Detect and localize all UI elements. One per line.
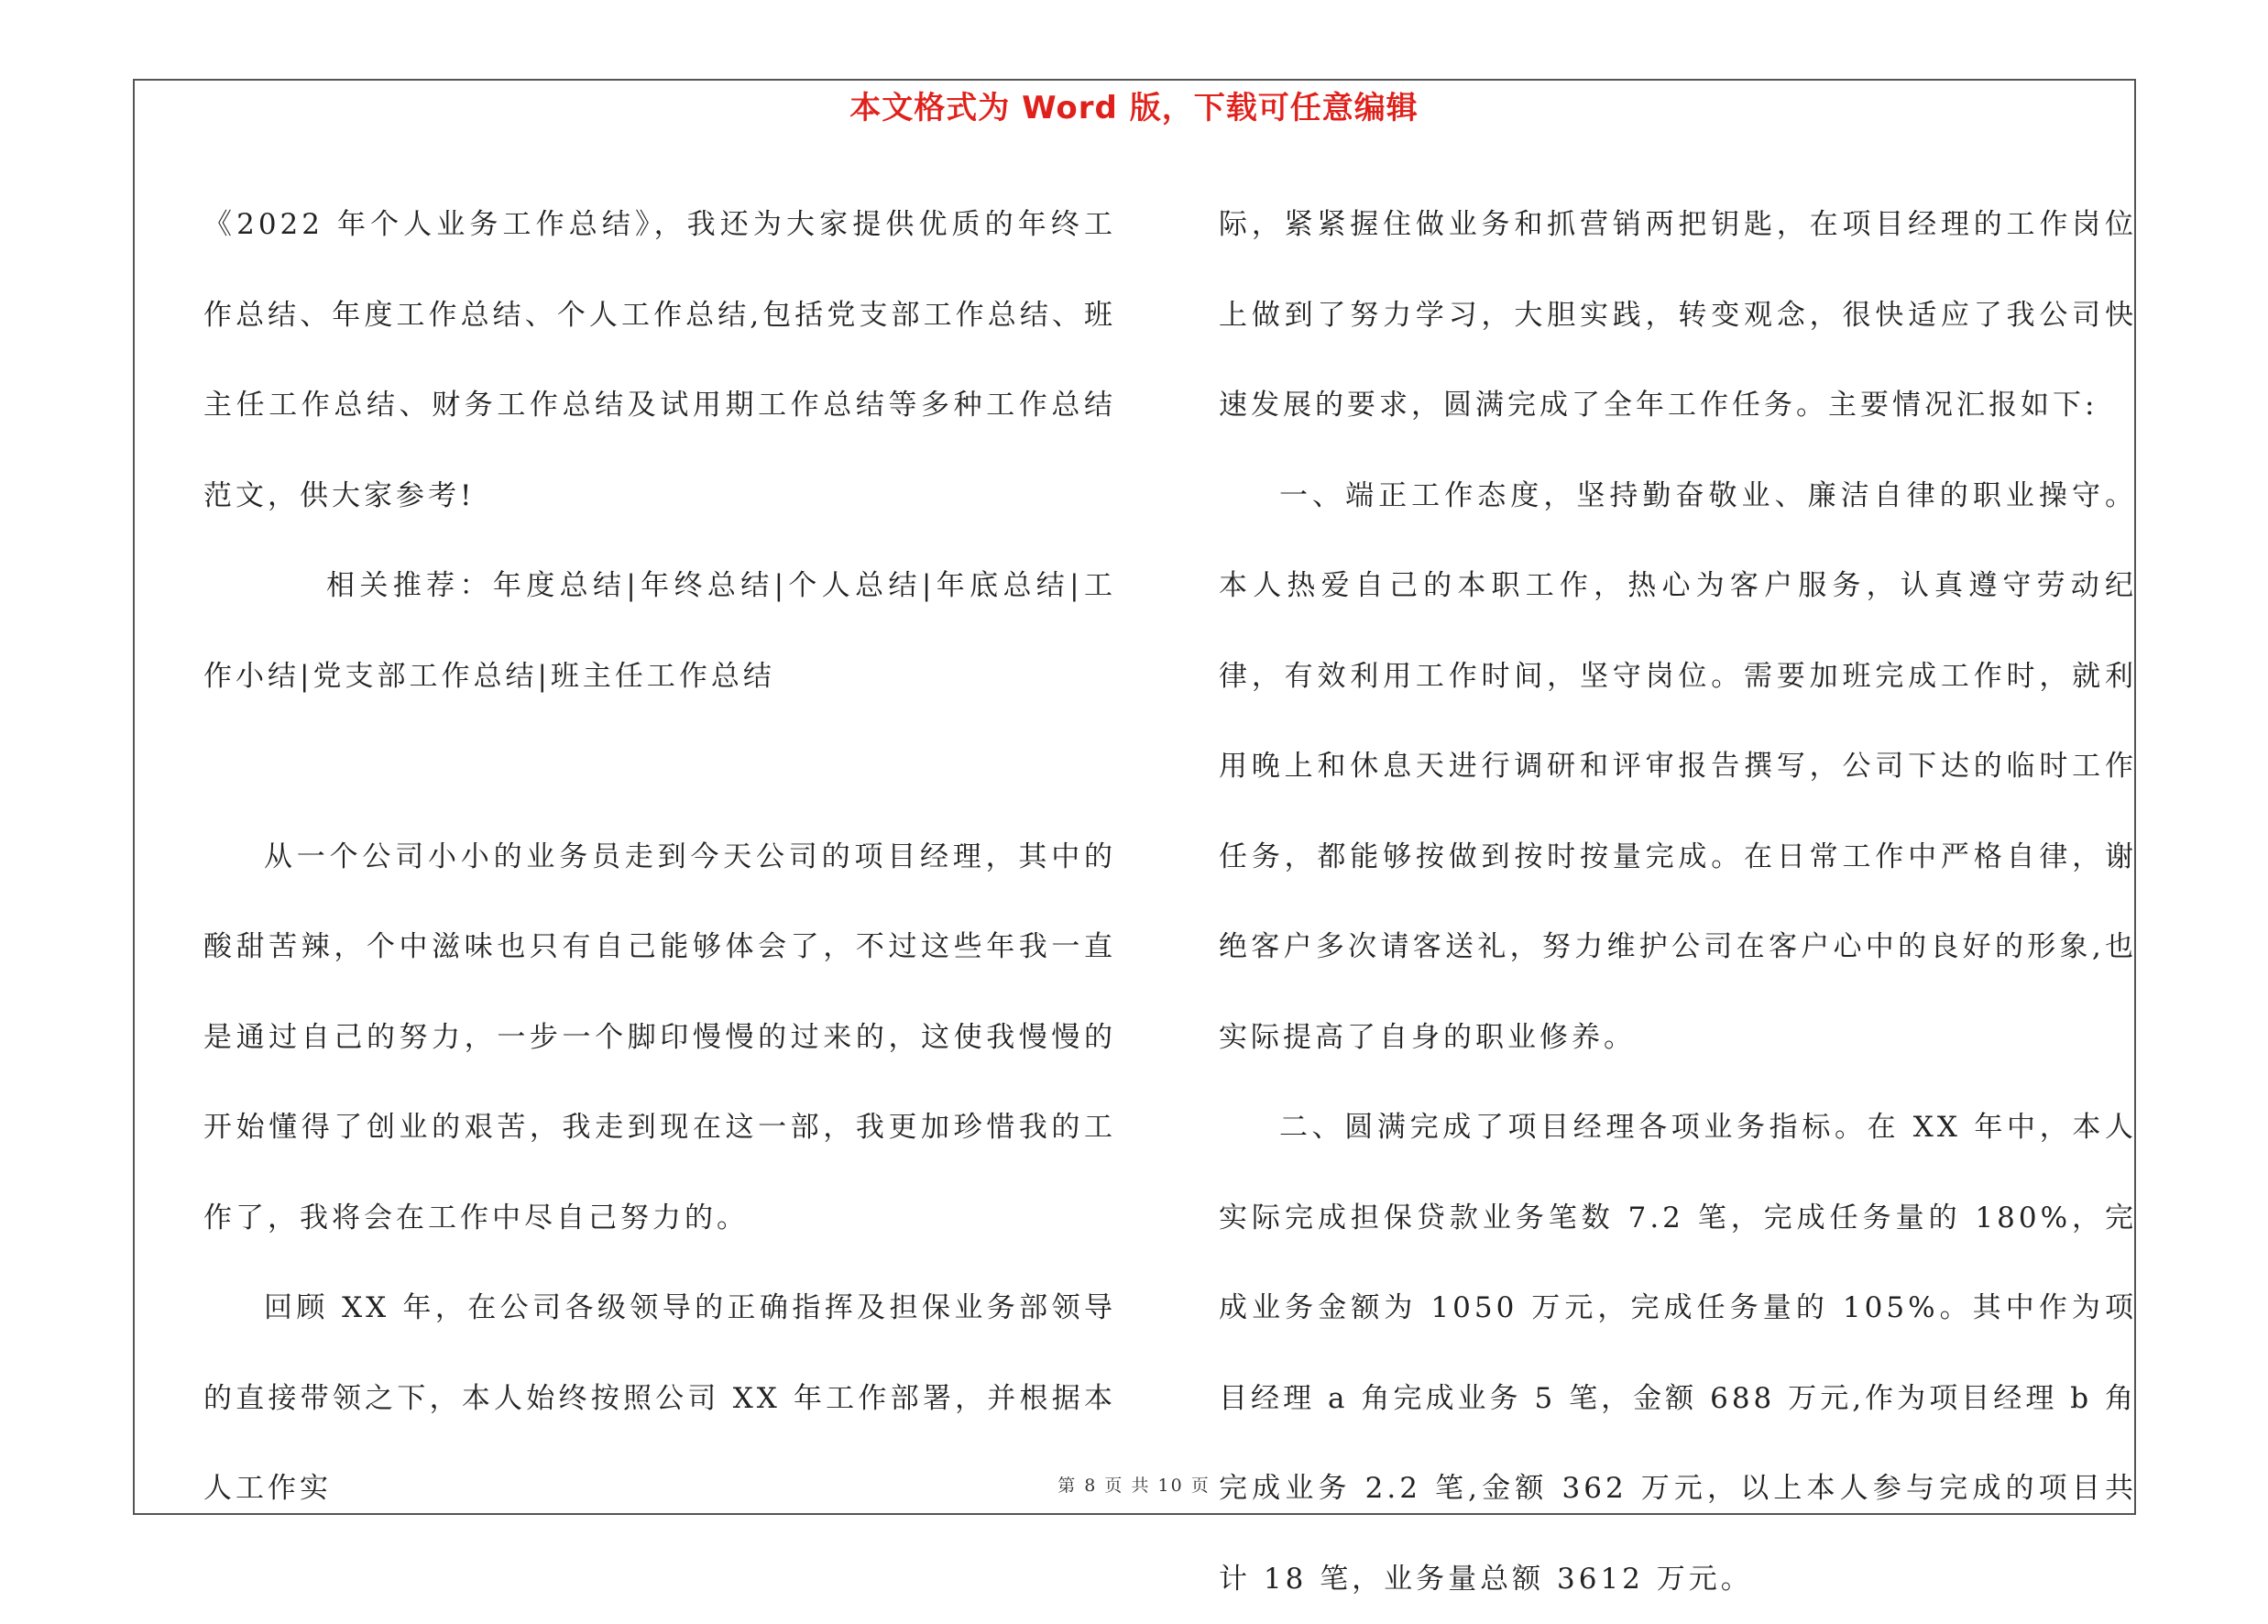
career-paragraph: 从一个公司小小的业务员走到今天公司的项目经理，其中的酸甜苦辣，个中滋味也只有自己能够体会了，不过这些年我一直是通过自己的努力，一步一个脚印慢慢的过来的，这使我慢慢的开始懂得了创业的艰苦，我走到现在这一部，我更加珍惜我的工作了，我将会在工作中尽自己努力的。	[203, 839, 1116, 1234]
right-column	[1219, 180, 2137, 1624]
targets-paragraph: 二、圆满完成了项目经理各项业务指标。在 XX 年中，本人实际完成担保贷款业务笔数 7.2 笔，完成任务量的 180%，完成业务金额为 1050 万元，完成任务量的 105%。其中作为项目经理 a 角完成业务 5 笔，金额 688 万元,作为项目经理 b 角完成业务 2.2 笔,金额 362 万元，以上本人参与完成的项目共计 18 笔，业务量总额 3612 万元。	[1219, 1111, 2137, 1596]
continuation-paragraph: 际，紧紧握住做业务和抓营销两把钥匙，在项目经理的工作岗位上做到了努力学习，大胆实践，转变观念，很快适应了我公司快速发展的要求，圆满完成了全年工作任务。主要情况汇报如下:	[1219, 208, 2137, 422]
paragraph-spacer	[203, 721, 1116, 812]
review-paragraph: 回顾 XX 年，在公司各级领导的正确指挥及担保业务部领导的直接带领之下，本人始终按照公司 XX 年工作部署，并根据本人工作实	[203, 1291, 1116, 1505]
left-column	[203, 180, 1116, 1534]
attitude-paragraph: 一、端正工作态度，坚持勤奋敬业、廉洁自律的职业操守。本人热爱自己的本职工作，热心为客户服务，认真遵守劳动纪律，有效利用工作时间，坚守岗位。需要加班完成工作时，就利用晚上和休息天进行调研和评审报告撰写，公司下达的临时工作任务，都能够按做到按时按量完成。在日常工作中严格自律，谢绝客户多次请客送礼，努力维护公司在客户心中的良好的形象,也实际提高了自身的职业修养。	[1219, 478, 2137, 1054]
intro-paragraph: 《2022 年个人业务工作总结》，我还为大家提供优质的年终工作总结、年度工作总结、个人工作总结,包括党支部工作总结、班主任工作总结、财务工作总结及试用期工作总结等多种工作总结范文，供大家参考!	[203, 208, 1116, 512]
format-banner: 本文格式为 Word 版，下载可任意编辑	[849, 90, 1419, 126]
page-number: 第 8 页 共 10 页	[1057, 1476, 1211, 1496]
related-recommendations: 相关推荐：年度总结|年终总结|个人总结|年底总结|工作小结|党支部工作总结|班主任工作总结	[203, 569, 1116, 693]
